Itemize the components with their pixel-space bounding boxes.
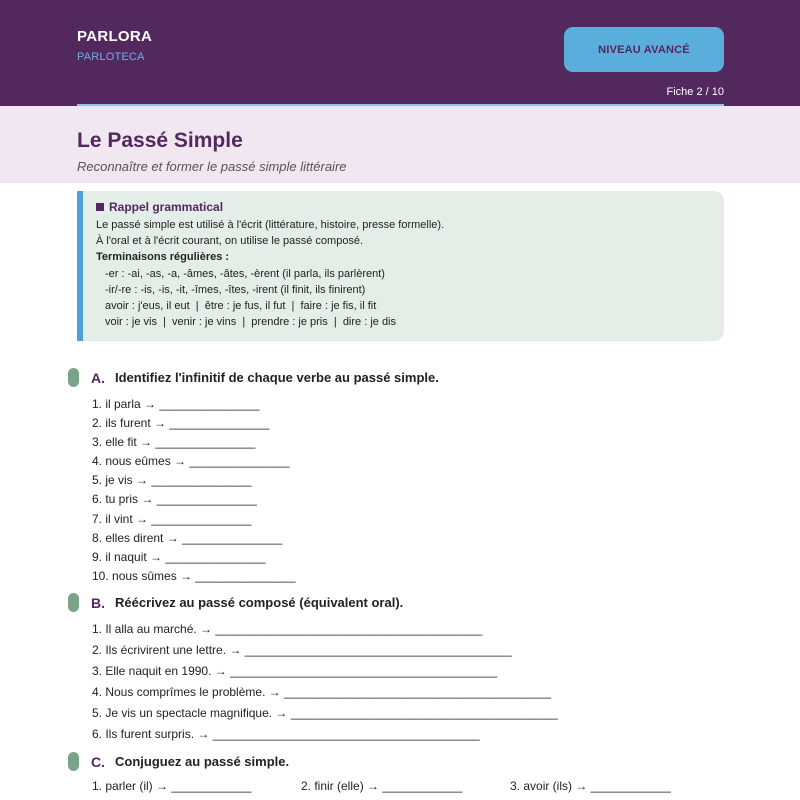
section-letter: A. (91, 369, 105, 386)
section-marker-icon (68, 752, 79, 771)
page-title: Le Passé Simple (77, 129, 243, 152)
section-title: Identifiez l'infinitif de chaque verbe au passé simple. (115, 370, 439, 385)
exercise-item[interactable]: 3. Elle naquit en 1990. → ________________________________________ (92, 664, 498, 678)
level-badge: NIVEAU AVANCÉ (564, 27, 724, 72)
reminder-heading-text: Rappel grammatical (109, 200, 224, 214)
section-a-heading (68, 368, 439, 387)
reminder-line: Le passé simple est utilisé à l'écrit (littérature, histoire, presse formelle). (96, 219, 445, 231)
reminder-line: À l'oral et à l'écrit courant, on utilise le passé composé. (96, 235, 364, 248)
header-bar (0, 0, 800, 106)
section-title: Conjuguez au passé simple. (115, 754, 290, 769)
page-subtitle: Reconnaître et former le passé simple littéraire (77, 159, 347, 174)
reminder-heading (96, 200, 223, 214)
section-a-items (92, 395, 296, 586)
reminder-line: avoir : j'eus, il eut | être : je fus, il fut | faire : je fis, il fit (105, 300, 377, 313)
exercise-item[interactable]: 2. ils furent → _______________ (92, 416, 270, 431)
exercise-item[interactable]: 3. elle fit → _______________ (92, 435, 256, 450)
exercise-item[interactable]: 4. nous eûmes → _______________ (92, 454, 290, 469)
section-title: Réécrivez au passé composé (équivalent oral). (115, 595, 404, 610)
exercise-item[interactable]: 2. finir (elle) → ____________ (301, 779, 463, 793)
section-b-items (92, 619, 558, 745)
exercise-item[interactable]: 5. Je vis un spectacle magnifique. → ________________________________________ (92, 706, 558, 720)
section-marker-icon (68, 368, 79, 387)
reminder-body (96, 217, 444, 330)
exercise-item[interactable]: 6. tu pris → _______________ (92, 492, 257, 507)
exercise-item[interactable]: 1. Il alla au marché. → ________________________________________ (92, 622, 483, 636)
reminder-accent-bar (77, 191, 83, 341)
reminder-line: -ir/-re : -is, -is, -it, -îmes, -îtes, -irent (il finit, ils finirent) (105, 283, 366, 296)
reminder-endings-heading: Terminaisons régulières : (96, 251, 230, 264)
exercise-item[interactable]: 9. il naquit → _______________ (92, 549, 266, 564)
exercise-item[interactable]: 5. je vis → _______________ (92, 473, 252, 488)
square-bullet-icon (96, 203, 104, 211)
exercise-item[interactable]: 7. il vint → _______________ (92, 511, 252, 526)
exercise-item[interactable]: 10. nous sûmes → _______________ (92, 568, 296, 583)
section-letter: C. (91, 753, 105, 770)
brand-subtitle: PARLOTECA (77, 51, 145, 63)
section-letter: B. (91, 594, 105, 611)
exercise-item[interactable]: 6. Ils furent surpris. → ________________________________________ (92, 727, 480, 741)
exercise-item[interactable]: 3. avoir (ils) → ____________ (510, 779, 671, 793)
reminder-line: voir : je vis | venir : je vins | prendre : je pris | dire : je dis (105, 316, 397, 329)
exercise-item[interactable]: 4. Nous comprîmes le problème. → ________________________________________ (92, 685, 552, 699)
exercise-item[interactable]: 1. il parla → _______________ (92, 397, 260, 411)
exercise-item[interactable]: 1. parler (il) → ____________ (92, 779, 252, 793)
page-counter: Fiche 2 / 10 (666, 86, 724, 98)
section-marker-icon (68, 593, 79, 612)
section-b-heading (68, 593, 403, 612)
exercise-item[interactable]: 8. elles dirent → _______________ (92, 530, 283, 545)
section-c-heading (68, 752, 289, 771)
exercise-item[interactable]: 2. Ils écrivirent une lettre. → ________________________________________ (92, 643, 512, 657)
brand-name: PARLORA (77, 28, 153, 45)
reminder-line: -er : -ai, -as, -a, -âmes, -âtes, -èrent (il parla, ils parlèrent) (105, 267, 385, 280)
grammar-reminder-box (77, 191, 724, 341)
